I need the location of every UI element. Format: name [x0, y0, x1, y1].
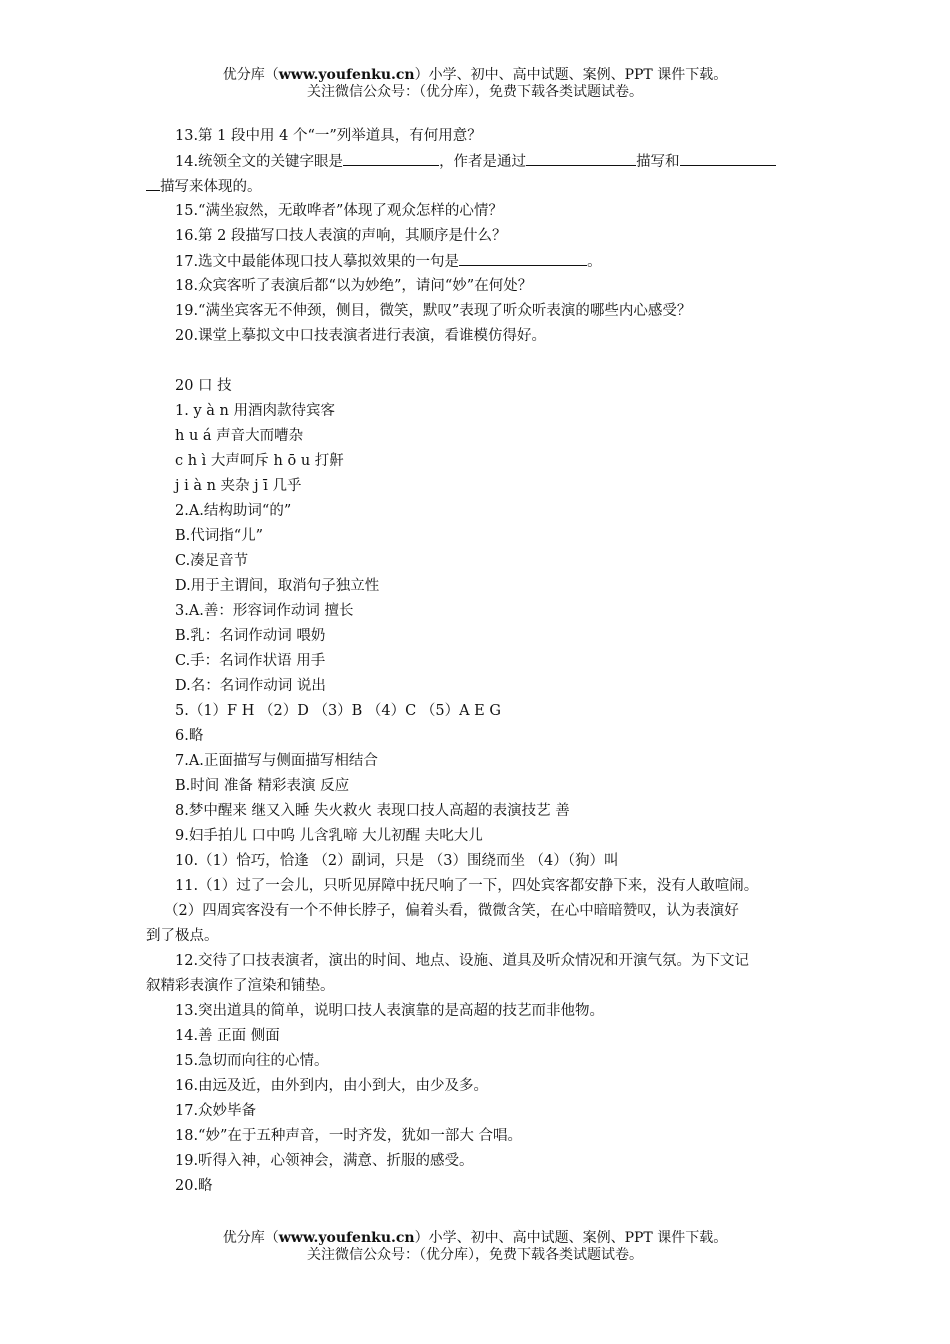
answer-2a: 2.A.结构助词“的” — [175, 503, 292, 519]
footer-line-2: 关注微信公众号：（优分库），免费下载各类试题试卷。 — [307, 1247, 643, 1263]
answer-blank — [526, 151, 636, 166]
question-18: 18.众宾客听了表演后都“以为妙绝”，请问“妙”在何处？ — [175, 278, 533, 294]
answer-5: 5.（1）F H （2）D （3）B （4）C （5）A E G — [175, 703, 501, 719]
footer-line-1: 优分库（www.youfenku.cn）小学、初中、高中试题、案例、PPT 课件下载。 — [222, 1230, 728, 1246]
answer-1-line-4: j i à n 夹杂 j ī 几乎 — [175, 478, 302, 494]
answer-1-line-2: h u á 声音大而嘈杂 — [175, 428, 304, 444]
answers-title: 20 口 技 — [175, 378, 232, 394]
answer-12-line-2: 叙精彩表演作了渲染和铺垫。 — [146, 978, 335, 994]
answer-11-line-3: 到了极点。 — [146, 928, 219, 944]
header-line-2: 关注微信公众号：（优分库），免费下载各类试题试卷。 — [307, 84, 643, 100]
page-header — [0, 67, 950, 101]
question-14: 14.统领全文的关键字眼是 ，作者是通过 描写和 — [175, 151, 776, 172]
answer-blank — [459, 251, 587, 266]
answer-3b: B.乳：名词作动词 喂奶 — [175, 628, 326, 644]
answer-18: 18.“妙”在于五种声音，一时齐发，犹如一部大 合唱。 — [175, 1128, 522, 1144]
answer-1-line-1: 1. y à n 用酒肉款待宾客 — [175, 403, 335, 419]
answer-3a: 3.A.善：形容词作动词 擅长 — [175, 603, 354, 619]
question-19: 19.“满坐宾客无不伸颈，侧目，微笑，默叹”表现了听众听表演的哪些内心感受？ — [175, 303, 692, 319]
header-line-1: 优分库（www.youfenku.cn）小学、初中、高中试题、案例、PPT 课件下载。 — [222, 67, 728, 83]
answer-14: 14.善 正面 侧面 — [175, 1028, 280, 1044]
question-15: 15.“满坐寂然，无敢哗者”体现了观众怎样的心情？ — [175, 203, 503, 219]
answer-13: 13.突出道具的简单，说明口技人表演靠的是高超的技艺而非他物。 — [175, 1003, 605, 1019]
question-20: 20.课堂上摹拟文中口技表演者进行表演，看谁模仿得好。 — [175, 328, 547, 344]
answer-11-line-1: 11.（1）过了一会儿，只听见屏障中抚尺响了一下，四处宾客都安静下来，没有人敢喧闹。 — [175, 878, 759, 894]
answer-2d: D.用于主谓间，取消句子独立性 — [175, 578, 380, 594]
question-16: 16.第 2 段描写口技人表演的声响，其顺序是什么？ — [175, 228, 507, 244]
answer-12-line-1: 12.交待了口技表演者，演出的时间、地点、设施、道具及听众情况和开演气氛。为下文记 — [175, 953, 750, 969]
answer-7b: B.时间 准备 精彩表演 反应 — [175, 778, 350, 794]
answer-9: 9.妇手拍儿 口中呜 儿含乳啼 大儿初醒 夫叱大儿 — [175, 828, 483, 844]
answer-8: 8.梦中醒来 继又入睡 失火救火 表现口技人高超的表演技艺 善 — [175, 803, 570, 819]
question-13: 13.第 1 段中用 4 个“一”列举道具，有何用意？ — [175, 128, 482, 144]
page-footer — [0, 1230, 950, 1264]
answer-2c: C.凑足音节 — [175, 553, 249, 569]
answer-3c: C.手：名词作状语 用手 — [175, 653, 326, 669]
answer-10: 10.（1）恰巧，恰逢 （2）副词，只是 （3）围绕而坐 （4）（狗）叫 — [175, 853, 619, 869]
answer-11-line-2: （2）四周宾客没有一个不伸长脖子，偏着头看，微微含笑，在心中暗暗赞叹，认为表演好 — [164, 903, 739, 919]
answer-6: 6.略 — [175, 728, 204, 744]
footer-site-url[interactable]: www.youfenku.cn — [278, 1230, 415, 1246]
answer-16: 16.由远及近，由外到内，由小到大，由少及多。 — [175, 1078, 489, 1094]
answer-20: 20.略 — [175, 1178, 213, 1194]
answer-2b: B.代词指“儿” — [175, 528, 264, 544]
answer-19: 19.听得入神，心领神会，满意、折服的感受。 — [175, 1153, 474, 1169]
answer-15: 15.急切而向往的心情。 — [175, 1053, 329, 1069]
question-17: 17.选文中最能体现口技人摹拟效果的一句是 。 — [175, 251, 602, 272]
header-site-url[interactable]: www.youfenku.cn — [278, 67, 415, 83]
answer-blank — [146, 176, 160, 191]
answer-1-line-3: c h ì 大声呵斥 h ō u 打鼾 — [175, 453, 344, 469]
answer-blank — [343, 151, 439, 166]
answer-7a: 7.A.正面描写与侧面描写相结合 — [175, 753, 378, 769]
answer-17: 17.众妙毕备 — [175, 1103, 257, 1119]
question-14-cont: 描写来体现的。 — [146, 176, 262, 197]
answer-blank — [680, 151, 776, 166]
answer-3d: D.名：名词作动词 说出 — [175, 678, 326, 694]
